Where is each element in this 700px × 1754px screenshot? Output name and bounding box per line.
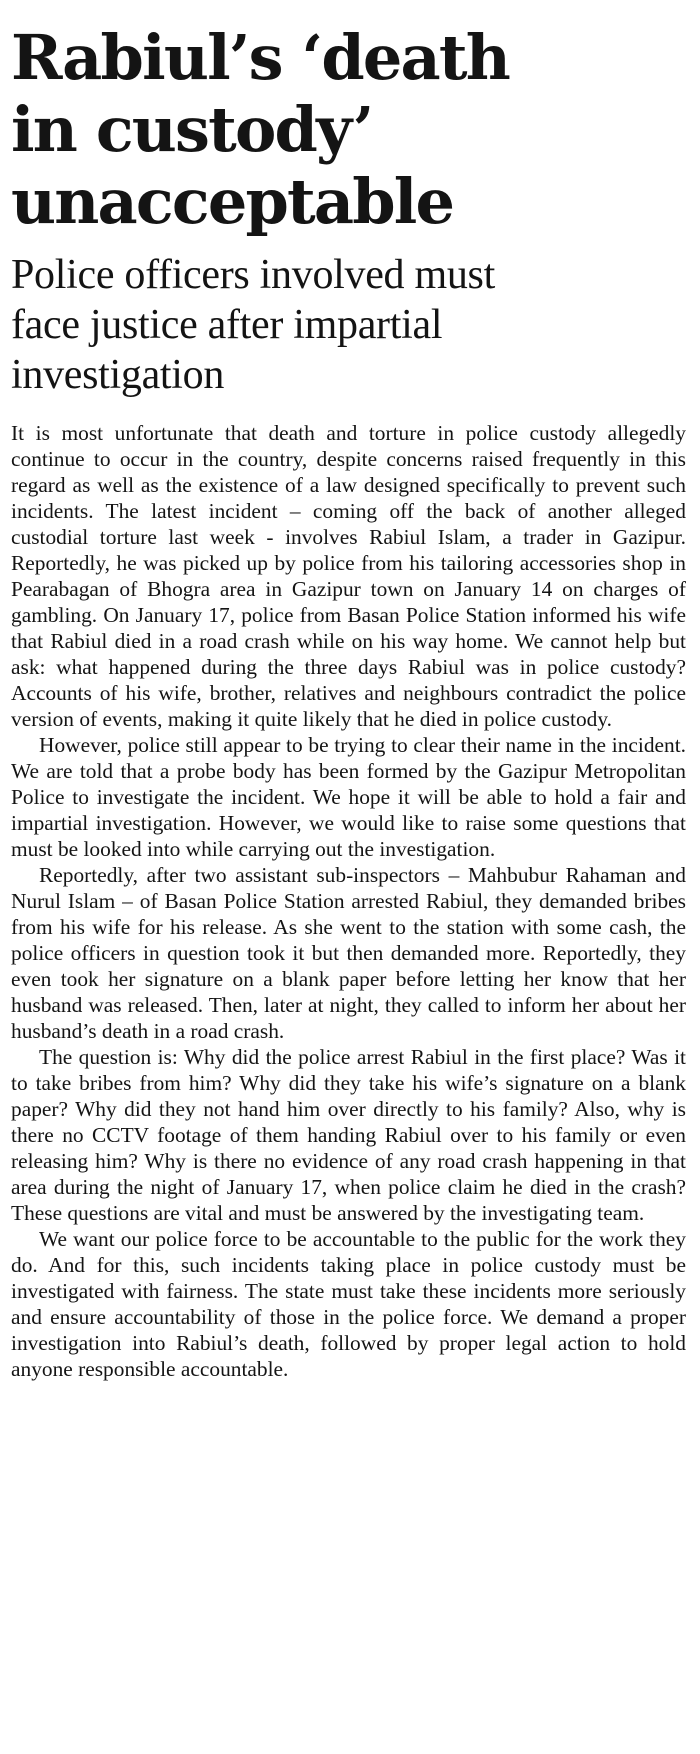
paragraph-3: Reportedly, after two assistant sub-inspectors – Mahbubur Rahaman and Nurul Islam – of Basan Police Station arrested Rabiul, they demanded bribes from his wife for his release. As she went to the station with some cash, the police officers in question took it but then demanded more. Reportedly, they even took her signature on a blank paper before letting her know that her husband was released. Then, later at night, they called to inform her about her husband’s death in a road crash. [11,863,686,1043]
headline: Rabiul’s ‘death in custody’ unacceptable [11,21,510,238]
paragraph-4: The question is: Why did the police arrest Rabiul in the first place? Was it to take bribes from him? Why did they take his wife’s signature on a blank paper? Why did they not hand him over directly to his family? Also, why is there no CCTV footage of them handing Rabiul over to his family or even releasing him? Why is there no evidence of any road crash happening in that area during the night of January 17, when police claim he died in the crash? These questions are vital and must be answered by the investigating team. [11,1045,686,1225]
paragraph-2: However, police still appear to be trying to clear their name in the incident. We are told that a probe body has been formed by the Gazipur Metropolitan Police to investigate the incident. We hope it will be able to hold a fair and impartial investigation. However, we would like to raise some questions that must be looked into while carrying out the investigation. [11,733,686,861]
paragraph-5: We want our police force to be accountable to the public for the work they do. And for this, such incidents taking place in police custody must be investigated with fairness. The state must take these incidents more seriously and ensure accountability of those in the police force. We demand a proper investigation into Rabiul’s death, followed by proper legal action to hold anyone responsible accountable. [11,1227,686,1381]
paragraph-1: It is most unfortunate that death and torture in police custody allegedly continue to occur in the country, despite concerns raised frequently in this regard as well as the existence of a law designed specifically to prevent such incidents. The latest incident – coming off the back of another alleged custodial torture last week - involves Rabiul Islam, a trader in Gazipur. Reportedly, he was picked up by police from his tailoring accessories shop in Pearabagan of Bhogra area in Gazipur town on January 14 on charges of gambling. On January 17, police from Basan Police Station informed his wife that Rabiul died in a road crash while on his way home. We cannot help but ask: what happened during the three days Rabiul was in police custody? Accounts of his wife, brother, relatives and neighbours contradict the police version of events, making it quite likely that he died in police custody. [11,421,686,731]
article-body [11,420,686,1382]
subheadline: Police officers involved must face justice after impartial investigation [11,252,495,398]
